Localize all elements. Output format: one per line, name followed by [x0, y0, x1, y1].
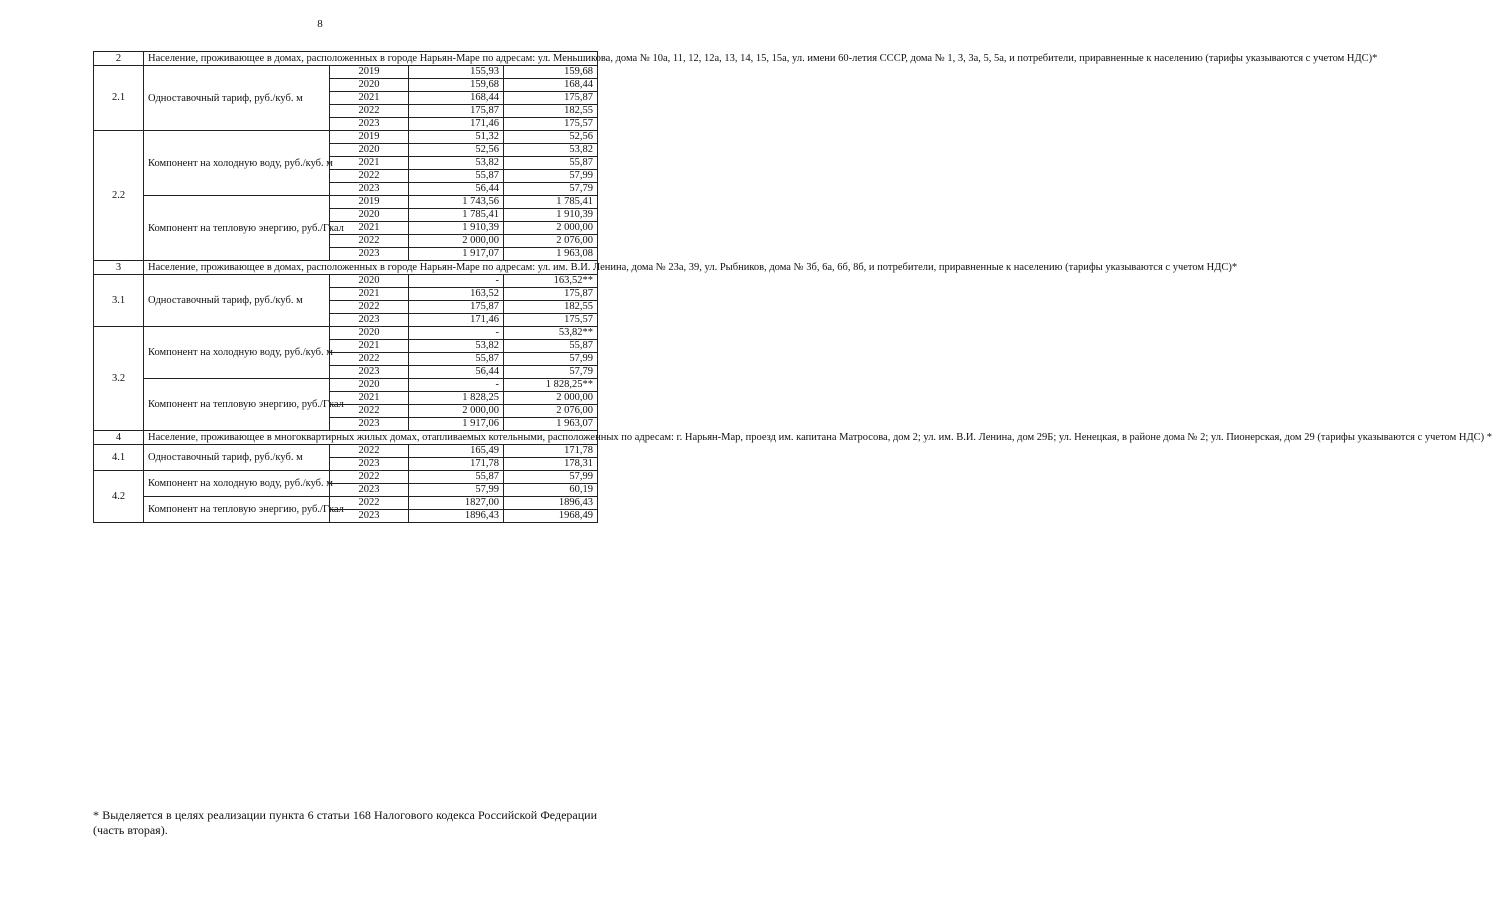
tariff-value-first-half: 171,46 [409, 314, 504, 327]
section-number: 2 [94, 52, 144, 66]
section-description: Население, проживающее в домах, расположенных в городе Нарьян-Маре по адресам: ул. им. В.И. Ленина, дома № 23а, 39, ул. Рыбников, дома № 3б, 6а, 6б, 8б, и потребители, приравненные к населению (тарифы указываются с учетом НДС)* [144, 261, 598, 275]
section-header-row [94, 52, 598, 66]
section-number: 3 [94, 261, 144, 275]
tariff-value-second-half: 175,57 [504, 118, 598, 131]
tariff-value-second-half: 1 785,41 [504, 196, 598, 209]
tariff-value-first-half: 53,82 [409, 157, 504, 170]
tariff-value-second-half: 175,57 [504, 314, 598, 327]
year-cell: 2022 [330, 445, 409, 458]
table-row [94, 445, 598, 458]
year-cell: 2020 [330, 79, 409, 92]
year-cell: 2022 [330, 353, 409, 366]
subsection-number: 2.2 [94, 131, 144, 261]
tariff-component-label: Компонент на холодную воду, руб./куб. м [144, 131, 330, 196]
tariff-value-first-half: 1 910,39 [409, 222, 504, 235]
tariff-value-first-half: 171,46 [409, 118, 504, 131]
tariff-value-second-half: 57,79 [504, 183, 598, 196]
page-number: 8 [317, 18, 323, 30]
tariff-value-first-half: 2 000,00 [409, 405, 504, 418]
section-number: 4 [94, 431, 144, 445]
tariff-value-first-half: 163,52 [409, 288, 504, 301]
year-cell: 2020 [330, 327, 409, 340]
section-header-row [94, 261, 598, 275]
tariff-value-first-half: 2 000,00 [409, 235, 504, 248]
tariff-value-second-half: 1 828,25** [504, 379, 598, 392]
tariff-value-first-half: 57,99 [409, 484, 504, 497]
tariff-value-first-half: 52,56 [409, 144, 504, 157]
tariff-value-second-half: 1 963,08 [504, 248, 598, 261]
tariff-component-label: Одноставочный тариф, руб./куб. м [144, 66, 330, 131]
tariff-value-first-half: 168,44 [409, 92, 504, 105]
year-cell: 2019 [330, 196, 409, 209]
year-cell: 2022 [330, 471, 409, 484]
year-cell: 2022 [330, 497, 409, 510]
tariff-value-second-half: 52,56 [504, 131, 598, 144]
year-cell: 2022 [330, 105, 409, 118]
tariff-value-first-half: 1 828,25 [409, 392, 504, 405]
tariff-table-body [94, 52, 1492, 523]
year-cell: 2021 [330, 340, 409, 353]
table-row [94, 471, 598, 484]
year-cell: 2022 [330, 405, 409, 418]
tariff-value-second-half: 57,99 [504, 471, 598, 484]
year-cell: 2022 [330, 170, 409, 183]
tariff-value-first-half: 175,87 [409, 105, 504, 118]
tariff-value-first-half: 1896,43 [409, 510, 504, 523]
year-cell: 2021 [330, 392, 409, 405]
tariff-value-first-half: 55,87 [409, 471, 504, 484]
tariff-value-second-half: 1968,49 [504, 510, 598, 523]
section-description: Население, проживающее в домах, расположенных в городе Нарьян-Маре по адресам: ул. Меньшикова, дома № 10а, 11, 12, 12а, 13, 14, 15, 15а, ул. имени 60-летия СССР, дома № 1, 3, 3а, 5, 5а, и потребители, приравненные к населению (тарифы указываются с учетом НДС)* [144, 52, 598, 66]
tariff-component-label: Одноставочный тариф, руб./куб. м [144, 445, 330, 471]
tariff-table [93, 51, 1492, 523]
tariff-component-label: Компонент на тепловую энергию, руб./Гкал [144, 196, 330, 261]
year-cell: 2020 [330, 275, 409, 288]
tariff-value-first-half: - [409, 275, 504, 288]
tariff-value-first-half: 1827,00 [409, 497, 504, 510]
table-row [94, 497, 598, 510]
tariff-value-second-half: 57,99 [504, 170, 598, 183]
tariff-component-label: Компонент на тепловую энергию, руб./Гкал [144, 379, 330, 431]
year-cell: 2022 [330, 235, 409, 248]
subsection-number: 4.1 [94, 445, 144, 471]
year-cell: 2019 [330, 131, 409, 144]
year-cell: 2023 [330, 418, 409, 431]
tariff-value-first-half: 171,78 [409, 458, 504, 471]
table-row [94, 131, 598, 144]
tariff-component-label: Компонент на тепловую энергию, руб./Гкал [144, 497, 330, 523]
tariff-value-second-half: 53,82** [504, 327, 598, 340]
tariff-value-second-half: 182,55 [504, 105, 598, 118]
tariff-value-second-half: 171,78 [504, 445, 598, 458]
table-row [94, 66, 598, 79]
tariff-value-second-half: 1 910,39 [504, 209, 598, 222]
tariff-value-first-half: - [409, 327, 504, 340]
table-row [94, 327, 598, 340]
subsection-number: 4.2 [94, 471, 144, 523]
year-cell: 2020 [330, 209, 409, 222]
tariff-value-second-half: 168,44 [504, 79, 598, 92]
tariff-value-second-half: 175,87 [504, 92, 598, 105]
year-cell: 2023 [330, 458, 409, 471]
subsection-number: 3.2 [94, 327, 144, 431]
tariff-value-second-half: 2 076,00 [504, 235, 598, 248]
subsection-number: 2.1 [94, 66, 144, 131]
tariff-value-first-half: 155,93 [409, 66, 504, 79]
tariff-value-second-half: 57,79 [504, 366, 598, 379]
tariff-value-first-half: - [409, 379, 504, 392]
tariff-value-first-half: 159,68 [409, 79, 504, 92]
year-cell: 2023 [330, 248, 409, 261]
tariff-value-second-half: 182,55 [504, 301, 598, 314]
tariff-value-second-half: 2 076,00 [504, 405, 598, 418]
year-cell: 2021 [330, 222, 409, 235]
tariff-value-second-half: 159,68 [504, 66, 598, 79]
tariff-value-first-half: 51,32 [409, 131, 504, 144]
year-cell: 2019 [330, 66, 409, 79]
tariff-component-label: Компонент на холодную воду, руб./куб. м [144, 327, 330, 379]
tariff-value-first-half: 55,87 [409, 353, 504, 366]
year-cell: 2020 [330, 379, 409, 392]
tariff-component-label: Одноставочный тариф, руб./куб. м [144, 275, 330, 327]
tariff-value-first-half: 53,82 [409, 340, 504, 353]
tariff-value-first-half: 56,44 [409, 366, 504, 379]
tariff-value-first-half: 165,49 [409, 445, 504, 458]
year-cell: 2020 [330, 144, 409, 157]
tariff-value-second-half: 57,99 [504, 353, 598, 366]
tariff-value-first-half: 56,44 [409, 183, 504, 196]
tariff-value-second-half: 60,19 [504, 484, 598, 497]
year-cell: 2023 [330, 484, 409, 497]
tariff-value-first-half: 1 917,07 [409, 248, 504, 261]
table-row [94, 379, 598, 392]
year-cell: 2023 [330, 366, 409, 379]
tariff-value-second-half: 2 000,00 [504, 392, 598, 405]
tariff-value-first-half: 1 785,41 [409, 209, 504, 222]
tariff-value-second-half: 163,52** [504, 275, 598, 288]
tariff-value-first-half: 1 743,56 [409, 196, 504, 209]
subsection-number: 3.1 [94, 275, 144, 327]
year-cell: 2023 [330, 118, 409, 131]
tariff-value-second-half: 175,87 [504, 288, 598, 301]
tariff-value-second-half: 1 963,07 [504, 418, 598, 431]
section-description: Население, проживающее в многоквартирных жилых домах, отапливаемых котельными, расположенных по адресам: г. Нарьян-Мар, проезд им. капитана Матросова, дом 2; ул. им. В.И. Ленина, дом 29Б; ул. Ненецкая, в районе дома № 2; ул. Пионерская, дом 29 (тарифы указываются с учетом НДС) * [144, 431, 598, 445]
tariff-value-second-half: 1896,43 [504, 497, 598, 510]
tariff-value-second-half: 55,87 [504, 340, 598, 353]
footnote: * Выделяется в целях реализации пункта 6 статьи 168 Налогового кодекса Российской Федерации (часть вторая). [93, 808, 597, 837]
tariff-value-first-half: 1 917,06 [409, 418, 504, 431]
year-cell: 2022 [330, 301, 409, 314]
year-cell: 2021 [330, 157, 409, 170]
tariff-component-label: Компонент на холодную воду, руб./куб. м [144, 471, 330, 497]
year-cell: 2021 [330, 92, 409, 105]
year-cell: 2023 [330, 314, 409, 327]
table-row [94, 275, 598, 288]
year-cell: 2023 [330, 183, 409, 196]
tariff-value-first-half: 175,87 [409, 301, 504, 314]
year-cell: 2023 [330, 510, 409, 523]
tariff-value-second-half: 53,82 [504, 144, 598, 157]
tariff-value-first-half: 55,87 [409, 170, 504, 183]
section-header-row [94, 431, 598, 445]
tariff-value-second-half: 178,31 [504, 458, 598, 471]
tariff-value-second-half: 2 000,00 [504, 222, 598, 235]
tariff-value-second-half: 55,87 [504, 157, 598, 170]
table-row [94, 196, 598, 209]
year-cell: 2021 [330, 288, 409, 301]
